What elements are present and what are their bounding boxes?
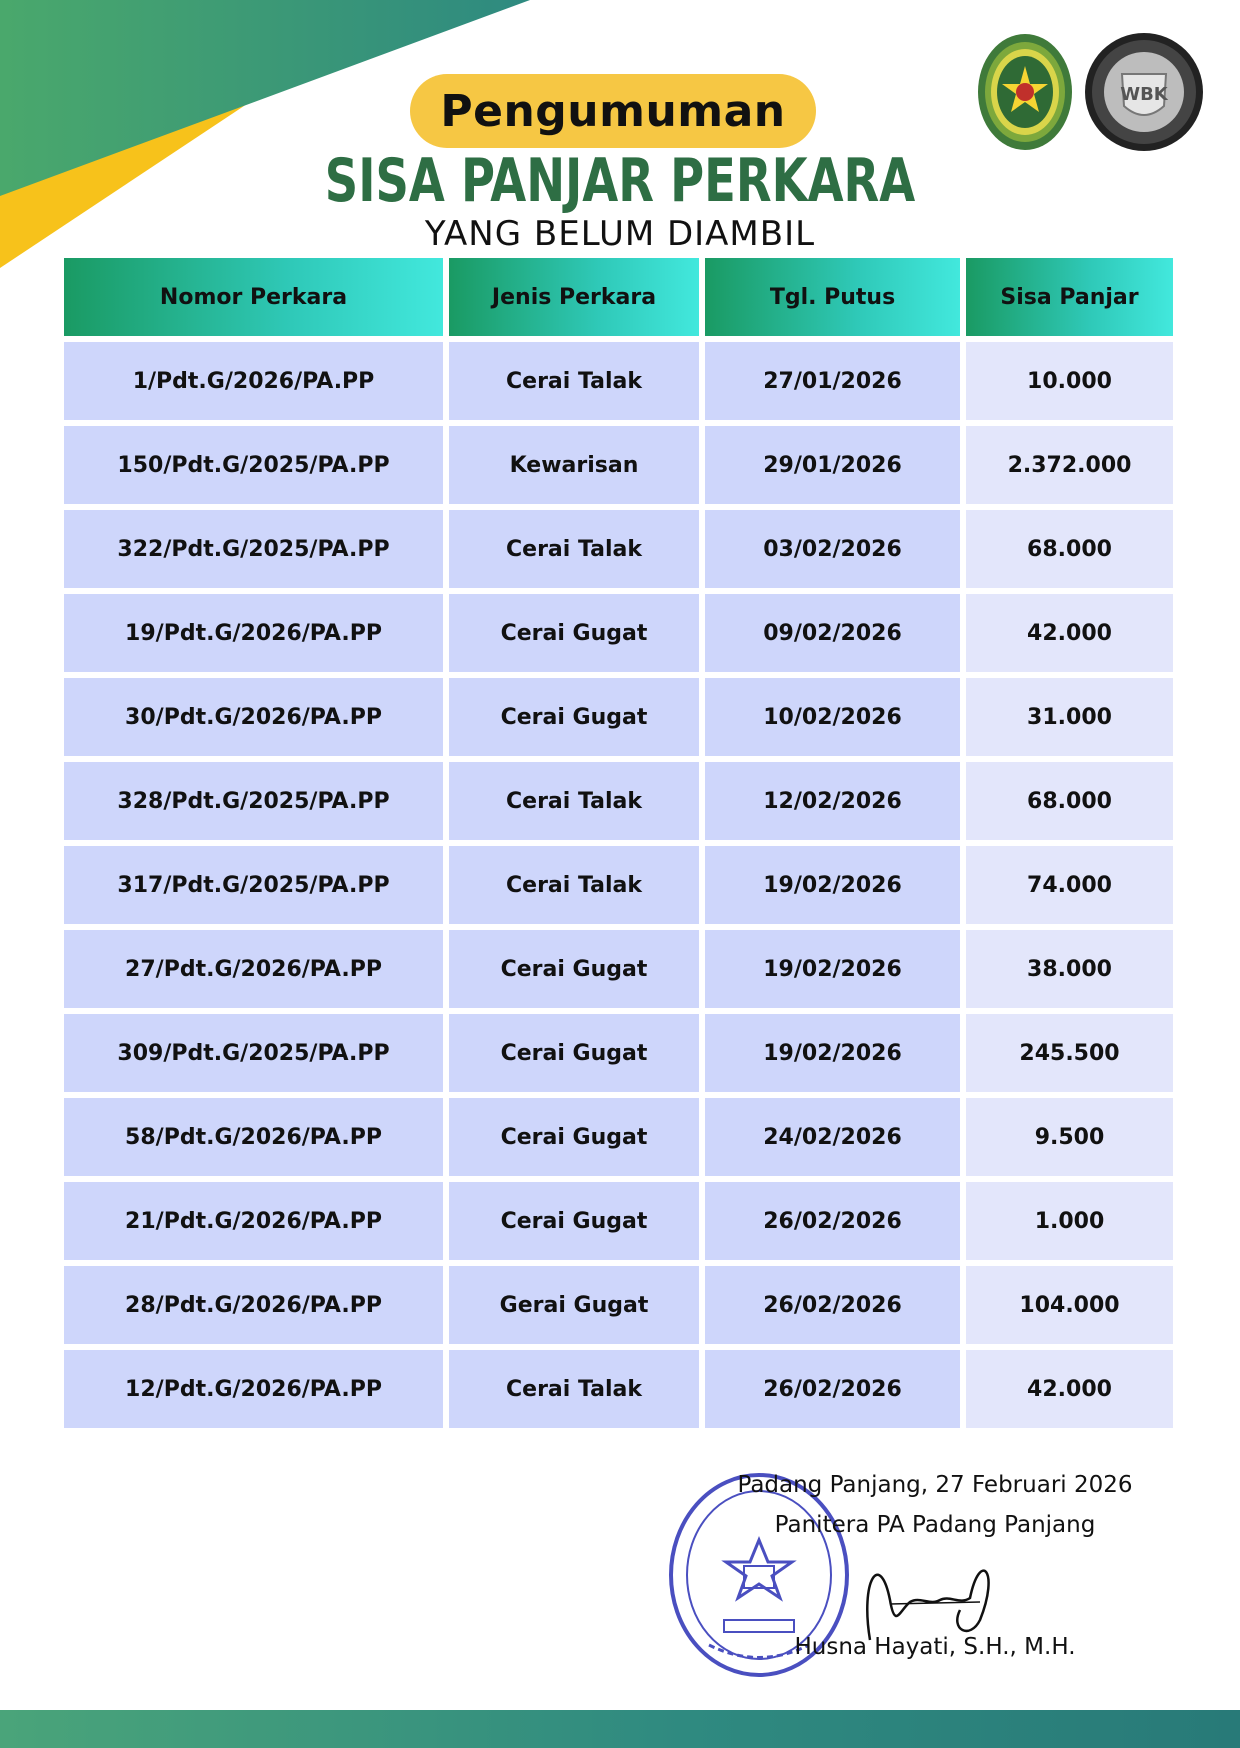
cell-tgl: 09/02/2026 <box>705 594 960 672</box>
column-header-sisa: Sisa Panjar <box>966 258 1173 336</box>
table-row <box>64 594 1176 672</box>
cell-tgl: 19/02/2026 <box>705 846 960 924</box>
table-row <box>64 846 1176 924</box>
table-row <box>64 1014 1176 1092</box>
cell-tgl: 19/02/2026 <box>705 1014 960 1092</box>
cell-sisa: 2.372.000 <box>966 426 1173 504</box>
place-date: Padang Panjang, 27 Februari 2026 <box>737 1472 1133 1498</box>
cell-nomor: 1/Pdt.G/2026/PA.PP <box>64 342 443 420</box>
cell-tgl: 12/02/2026 <box>705 762 960 840</box>
cell-sisa: 68.000 <box>966 510 1173 588</box>
logos <box>976 30 1206 154</box>
cell-sisa: 42.000 <box>966 594 1173 672</box>
cell-sisa: 68.000 <box>966 762 1173 840</box>
cell-tgl: 27/01/2026 <box>705 342 960 420</box>
announcement-label: Pengumuman <box>440 85 786 137</box>
cell-nomor: 27/Pdt.G/2026/PA.PP <box>64 930 443 1008</box>
cell-sisa: 1.000 <box>966 1182 1173 1260</box>
cell-sisa: 42.000 <box>966 1350 1173 1428</box>
cell-jenis: Cerai Talak <box>449 510 699 588</box>
table-row <box>64 762 1176 840</box>
cell-jenis: Kewarisan <box>449 426 699 504</box>
cell-jenis: Cerai Gugat <box>449 1098 699 1176</box>
cell-tgl: 26/02/2026 <box>705 1182 960 1260</box>
cell-sisa: 9.500 <box>966 1098 1173 1176</box>
cell-nomor: 28/Pdt.G/2026/PA.PP <box>64 1266 443 1344</box>
cell-sisa: 38.000 <box>966 930 1173 1008</box>
signatory-name: Husna Hayati, S.H., M.H. <box>794 1634 1076 1660</box>
cell-nomor: 58/Pdt.G/2026/PA.PP <box>64 1098 443 1176</box>
page-title: SISA PANJAR PERKARA <box>324 146 916 216</box>
cell-sisa: 10.000 <box>966 342 1173 420</box>
kementerian-panrb-wbk-icon <box>1085 33 1203 151</box>
table-row <box>64 1266 1176 1344</box>
cell-sisa: 104.000 <box>966 1266 1173 1344</box>
cell-nomor: 12/Pdt.G/2026/PA.PP <box>64 1350 443 1428</box>
cell-jenis: Cerai Talak <box>449 342 699 420</box>
cell-jenis: Cerai Talak <box>449 846 699 924</box>
cell-jenis: Cerai Talak <box>449 762 699 840</box>
cell-nomor: 19/Pdt.G/2026/PA.PP <box>64 594 443 672</box>
cell-nomor: 328/Pdt.G/2025/PA.PP <box>64 762 443 840</box>
cell-nomor: 21/Pdt.G/2026/PA.PP <box>64 1182 443 1260</box>
cell-tgl: 24/02/2026 <box>705 1098 960 1176</box>
table-row <box>64 342 1176 420</box>
table-row <box>64 1098 1176 1176</box>
cell-tgl: 10/02/2026 <box>705 678 960 756</box>
signatory-role: Panitera PA Padang Panjang <box>774 1512 1096 1538</box>
cell-nomor: 30/Pdt.G/2026/PA.PP <box>64 678 443 756</box>
table-body <box>64 342 1176 1428</box>
cell-nomor: 150/Pdt.G/2025/PA.PP <box>64 426 443 504</box>
case-table <box>64 258 1176 1434</box>
cell-jenis: Cerai Talak <box>449 1350 699 1428</box>
cell-jenis: Gerai Gugat <box>449 1266 699 1344</box>
cell-tgl: 26/02/2026 <box>705 1350 960 1428</box>
column-header-jenis: Jenis Perkara <box>449 258 699 336</box>
cell-sisa: 31.000 <box>966 678 1173 756</box>
court-emblem-icon <box>978 34 1072 150</box>
cell-sisa: 245.500 <box>966 1014 1173 1092</box>
cell-nomor: 317/Pdt.G/2025/PA.PP <box>64 846 443 924</box>
table-row <box>64 1182 1176 1260</box>
column-header-nomor: Nomor Perkara <box>64 258 443 336</box>
column-header-tgl: Tgl. Putus <box>705 258 960 336</box>
cell-sisa: 74.000 <box>966 846 1173 924</box>
page-subtitle: YANG BELUM DIAMBIL <box>424 214 816 254</box>
table-row <box>64 510 1176 588</box>
table-row <box>64 678 1176 756</box>
cell-tgl: 03/02/2026 <box>705 510 960 588</box>
cell-jenis: Cerai Gugat <box>449 594 699 672</box>
cell-nomor: 309/Pdt.G/2025/PA.PP <box>64 1014 443 1092</box>
cell-jenis: Cerai Gugat <box>449 1182 699 1260</box>
table-header-row <box>64 258 1176 336</box>
announcement-badge <box>410 74 816 148</box>
cell-nomor: 322/Pdt.G/2025/PA.PP <box>64 510 443 588</box>
bottom-bar <box>0 1710 1240 1748</box>
table-row <box>64 1350 1176 1428</box>
table-row <box>64 930 1176 1008</box>
cell-tgl: 26/02/2026 <box>705 1266 960 1344</box>
table-row <box>64 426 1176 504</box>
cell-tgl: 19/02/2026 <box>705 930 960 1008</box>
cell-jenis: Cerai Gugat <box>449 678 699 756</box>
cell-jenis: Cerai Gugat <box>449 930 699 1008</box>
cell-tgl: 29/01/2026 <box>705 426 960 504</box>
wbk-label: WBK <box>1120 84 1168 105</box>
signature-block <box>650 1460 1220 1710</box>
cell-jenis: Cerai Gugat <box>449 1014 699 1092</box>
